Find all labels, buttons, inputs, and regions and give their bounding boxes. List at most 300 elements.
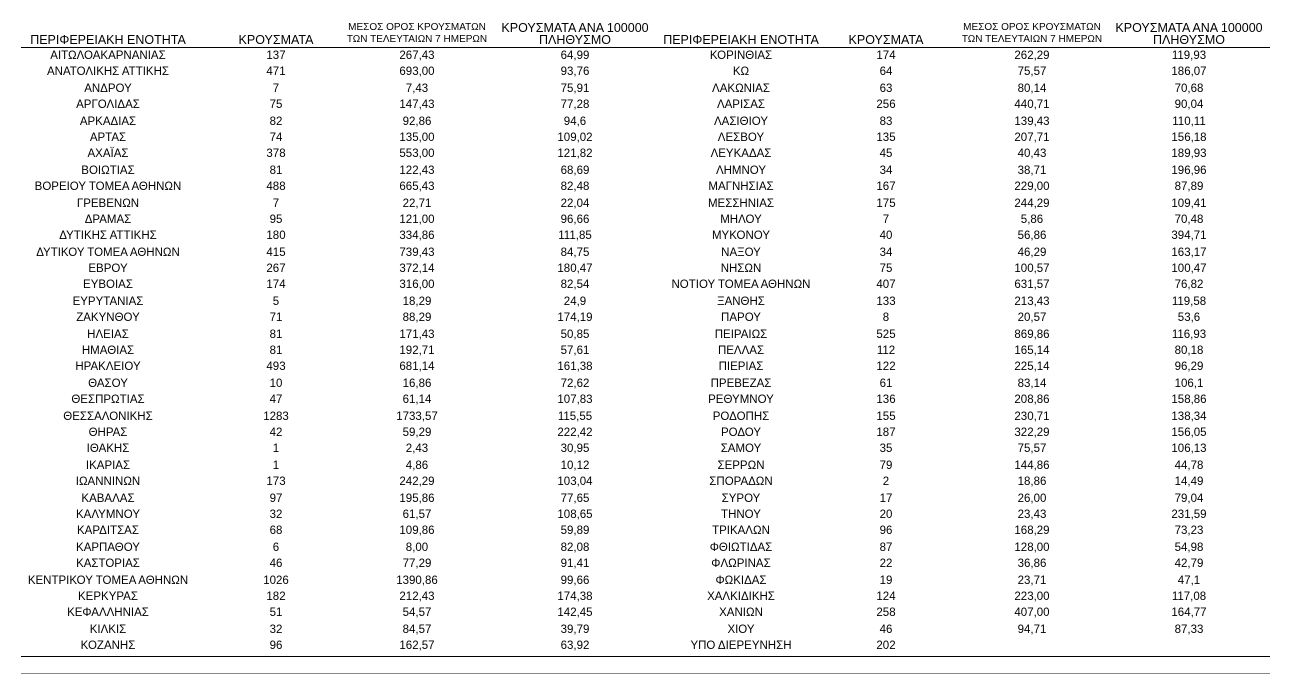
- cell-left-avg7: 109,86: [399, 525, 435, 538]
- cell-left-region: ΗΛΕΙΑΣ: [87, 328, 129, 341]
- cell-right-avg7: 75,57: [1017, 443, 1047, 456]
- cell-left-per100k: 82,08: [560, 541, 590, 554]
- cell-right-cases: 75: [879, 263, 893, 276]
- cell-right-region: ΤΗΝΟΥ: [721, 508, 761, 521]
- cell-left-avg7: 8,00: [405, 541, 429, 554]
- header-avg7-right: ΜΕΣΟΣ ΟΡΟΣ ΚΡΟΥΣΜΑΤΩΝ ΤΩΝ ΤΕΛΕΥΤΑΙΩΝ 7 ΗΜΕΡΩΝ: [961, 22, 1103, 45]
- cell-left-avg7: 7,43: [405, 82, 429, 95]
- cell-left-avg7: 77,29: [402, 558, 432, 571]
- cell-left-per100k: 121,82: [557, 148, 593, 161]
- cell-left-avg7: 1390,86: [396, 574, 438, 587]
- table-row: [21, 622, 1270, 638]
- cell-left-avg7: 212,43: [399, 590, 435, 603]
- cell-right-cases: 136: [876, 394, 896, 407]
- cell-left-avg7: 22,71: [402, 197, 432, 210]
- cell-right-region: ΛΕΥΚΑΔΑΣ: [710, 148, 772, 161]
- cell-right-cases: 112: [876, 345, 896, 358]
- cell-right-region: ΝΑΞΟΥ: [721, 246, 761, 259]
- cell-right-region: ΛΑΡΙΣΑΣ: [716, 99, 766, 112]
- table-row: [21, 392, 1270, 408]
- cell-left-region: ΘΑΣΟΥ: [88, 377, 128, 390]
- cell-right-cases: 525: [876, 328, 896, 341]
- cell-left-per100k: 30,95: [560, 443, 590, 456]
- cell-left-region: ΘΕΣΣΑΛΟΝΙΚΗΣ: [63, 410, 153, 423]
- table-row: [21, 540, 1270, 556]
- cell-left-avg7: 18,29: [402, 295, 432, 308]
- cell-left-per100k: 107,83: [557, 394, 593, 407]
- table-row: [21, 294, 1270, 310]
- cell-left-cases: 267: [266, 263, 286, 276]
- cell-right-avg7: 225,14: [1014, 361, 1050, 374]
- cell-right-cases: 63: [879, 82, 893, 95]
- cell-right-avg7: 208,86: [1014, 394, 1050, 407]
- cell-right-per100k: 156,18: [1171, 131, 1207, 144]
- cell-right-avg7: 631,57: [1014, 279, 1050, 292]
- cell-right-region: ΧΑΝΙΩΝ: [719, 607, 763, 620]
- cell-right-avg7: 139,43: [1014, 115, 1050, 128]
- table-row: [21, 441, 1270, 457]
- cell-left-region: ΑΡΤΑΣ: [89, 131, 127, 144]
- table-row: [21, 458, 1270, 474]
- cell-right-per100k: 53,6: [1177, 312, 1201, 325]
- cell-right-region: ΦΘΙΩΤΙΔΑΣ: [709, 541, 773, 554]
- cell-left-region: ΚΟΖΑΝΗΣ: [80, 640, 136, 653]
- cell-right-per100k: 158,86: [1171, 394, 1207, 407]
- cell-right-per100k: 231,59: [1171, 508, 1207, 521]
- header-avg7: ΜΕΣΟΣ ΟΡΟΣ ΚΡΟΥΣΜΑΤΩΝ ΤΩΝ ΤΕΛΕΥΤΑΙΩΝ 7 ΗΜΕΡΩΝ: [346, 22, 488, 45]
- cell-right-per100k: 394,71: [1171, 230, 1207, 243]
- cell-right-per100k: 42,79: [1174, 558, 1204, 571]
- cell-left-cases: 378: [266, 148, 286, 161]
- cell-left-cases: 81: [269, 345, 283, 358]
- cell-left-per100k: 161,38: [557, 361, 593, 374]
- cell-left-cases: 74: [269, 131, 283, 144]
- cell-left-per100k: 64,99: [560, 50, 590, 62]
- table-row: [21, 638, 1270, 654]
- cell-left-region: ΖΑΚΥΝΘΟΥ: [76, 312, 140, 325]
- cell-left-avg7: 16,86: [402, 377, 432, 390]
- cell-right-avg7: 40,43: [1017, 148, 1047, 161]
- cell-right-region: ΣΕΡΡΩΝ: [717, 459, 765, 472]
- cell-left-per100k: 63,92: [560, 640, 590, 653]
- cell-left-avg7: 59,29: [402, 426, 432, 439]
- cell-left-avg7: 162,57: [399, 640, 435, 653]
- cell-left-region: ΗΜΑΘΙΑΣ: [81, 345, 135, 358]
- cell-left-cases: 415: [266, 246, 286, 259]
- cell-left-region: ΑΝΑΤΟΛΙΚΗΣ ΑΤΤΙΚΗΣ: [46, 66, 169, 79]
- cell-right-per100k: 116,93: [1171, 328, 1207, 341]
- cell-right-avg7: 165,14: [1014, 345, 1050, 358]
- table-bottom-rule: [21, 656, 1270, 657]
- cell-left-per100k: 180,47: [557, 263, 593, 276]
- cell-right-region: ΥΠΟ ΔΙΕΡΕΥΝΗΣΗ: [690, 640, 792, 653]
- cell-left-per100k: 99,66: [560, 574, 590, 587]
- cell-left-region: ΔΥΤΙΚΟΥ ΤΟΜΕΑ ΑΘΗΝΩΝ: [36, 246, 180, 259]
- cell-right-region: ΜΑΓΝΗΣΙΑΣ: [708, 181, 774, 194]
- cell-right-region: ΠΕΛΛΑΣ: [717, 345, 765, 358]
- cell-right-per100k: 87,89: [1174, 181, 1204, 194]
- cell-left-avg7: 334,86: [399, 230, 435, 243]
- table-row: [21, 523, 1270, 539]
- cell-right-avg7: 80,14: [1017, 82, 1047, 95]
- cell-right-region: ΞΑΝΘΗΣ: [717, 295, 765, 308]
- cell-left-per100k: 77,28: [560, 99, 590, 112]
- cell-right-per100k: 90,04: [1174, 99, 1204, 112]
- cell-right-per100k: 47,1: [1177, 574, 1201, 587]
- cell-right-avg7: 244,29: [1014, 197, 1050, 210]
- cell-right-avg7: 94,71: [1017, 623, 1047, 636]
- cell-left-avg7: 681,14: [399, 361, 435, 374]
- cell-left-region: ΑΙΤΩΛΟΑΚΑΡΝΑΝΙΑΣ: [50, 50, 166, 62]
- header-per100k: ΚΡΟΥΣΜΑΤΑ ΑΝΑ 100000 ΠΛΗΘΥΣΜΟ: [501, 21, 649, 47]
- cell-right-per100k: 76,82: [1174, 279, 1204, 292]
- cell-left-cases: 81: [269, 328, 283, 341]
- cell-right-region: ΡΕΘΥΜΝΟΥ: [708, 394, 774, 407]
- cell-left-cases: 42: [269, 426, 283, 439]
- table-row: [21, 48, 1270, 64]
- cell-right-avg7: 440,71: [1014, 99, 1050, 112]
- cell-left-cases: 173: [266, 476, 286, 489]
- cell-left-per100k: 96,66: [560, 213, 590, 226]
- table-row: [21, 573, 1270, 589]
- cell-right-avg7: 23,71: [1017, 574, 1047, 587]
- cell-left-cases: 137: [266, 50, 286, 62]
- cell-right-cases: 174: [876, 50, 896, 62]
- cell-right-per100k: 156,05: [1171, 426, 1207, 439]
- cell-right-cases: 40: [879, 230, 893, 243]
- cell-left-cases: 32: [269, 623, 283, 636]
- cell-right-cases: 167: [876, 181, 896, 194]
- cell-left-avg7: 316,00: [399, 279, 435, 292]
- cell-right-region: ΜΕΣΣΗΝΙΑΣ: [707, 197, 775, 210]
- cell-right-avg7: 83,14: [1017, 377, 1047, 390]
- cell-left-cases: 75: [269, 99, 283, 112]
- cell-left-avg7: 121,00: [399, 213, 435, 226]
- cell-left-region: ΑΧΑΪΑΣ: [87, 148, 129, 161]
- cell-right-avg7: 213,43: [1014, 295, 1050, 308]
- cell-left-avg7: 147,43: [399, 99, 435, 112]
- cell-left-cases: 68: [269, 525, 283, 538]
- cell-left-region: ΒΟΡΕΙΟΥ ΤΟΜΕΑ ΑΘΗΝΩΝ: [34, 181, 182, 194]
- table-row: [21, 114, 1270, 130]
- cell-left-region: ΕΥΒΟΙΑΣ: [83, 279, 133, 292]
- cell-left-region: ΕΒΡΟΥ: [88, 263, 128, 276]
- cell-right-cases: 34: [879, 246, 893, 259]
- cell-right-cases: 45: [879, 148, 893, 161]
- table-row: [21, 556, 1270, 572]
- cell-left-region: ΑΡΚΑΔΙΑΣ: [79, 115, 137, 128]
- cell-right-per100k: 44,78: [1174, 459, 1204, 472]
- cell-left-region: ΘΕΣΠΡΩΤΙΑΣ: [71, 394, 145, 407]
- cell-right-per100k: 80,18: [1174, 345, 1204, 358]
- cell-left-avg7: 242,29: [399, 476, 435, 489]
- cell-left-cases: 95: [269, 213, 283, 226]
- table-row: [21, 605, 1270, 621]
- table-row: [21, 376, 1270, 392]
- cell-right-per100k: 14,49: [1174, 476, 1204, 489]
- cell-left-region: ΚΕΡΚΥΡΑΣ: [78, 590, 138, 603]
- cell-left-cases: 471: [266, 66, 286, 79]
- cell-left-cases: 1: [272, 459, 280, 472]
- header-per100k-right: ΚΡΟΥΣΜΑΤΑ ΑΝΑ 100000 ΠΛΗΘΥΣΜΟ: [1115, 21, 1263, 47]
- cell-right-per100k: 189,93: [1171, 148, 1207, 161]
- cell-right-per100k: 106,13: [1171, 443, 1207, 456]
- header-cases-right: ΚΡΟΥΣΜΑΤΑ: [848, 33, 924, 47]
- cell-right-cases: 46: [879, 623, 893, 636]
- cell-right-cases: 19: [879, 574, 893, 587]
- cell-right-region: ΡΟΔΟΥ: [720, 426, 762, 439]
- cell-left-avg7: 693,00: [399, 66, 435, 79]
- cell-right-per100k: 119,93: [1171, 50, 1207, 62]
- cell-right-region: ΦΛΩΡΙΝΑΣ: [711, 558, 771, 571]
- table-row: [21, 196, 1270, 212]
- cell-right-region: ΝΟΤΙΟΥ ΤΟΜΕΑ ΑΘΗΝΩΝ: [671, 279, 811, 292]
- cell-left-region: ΗΡΑΚΛΕΙΟΥ: [75, 361, 141, 374]
- cell-right-per100k: 73,23: [1174, 525, 1204, 538]
- cell-right-avg7: 322,29: [1014, 426, 1050, 439]
- table-row: [21, 310, 1270, 326]
- cell-left-region: ΚΑΣΤΟΡΙΑΣ: [76, 558, 140, 571]
- cell-left-region: ΙΚΑΡΙΑΣ: [85, 459, 131, 472]
- cell-right-per100k: 138,34: [1171, 410, 1207, 423]
- cell-left-avg7: 92,86: [402, 115, 432, 128]
- cell-left-avg7: 739,43: [399, 246, 435, 259]
- cell-right-cases: 61: [879, 377, 893, 390]
- cell-left-cases: 1283: [263, 410, 289, 423]
- cell-right-region: ΧΑΛΚΙΔΙΚΗΣ: [707, 590, 775, 603]
- cell-right-region: ΠΑΡΟΥ: [721, 312, 761, 325]
- cell-left-region: ΑΡΓΟΛΙΔΑΣ: [76, 99, 140, 112]
- cell-left-cases: 1026: [263, 574, 289, 587]
- cell-left-avg7: 267,43: [399, 50, 435, 62]
- cell-right-avg7: 26,00: [1017, 492, 1047, 505]
- cell-right-avg7: 75,57: [1017, 66, 1047, 79]
- cell-right-per100k: 96,29: [1174, 361, 1204, 374]
- cell-left-cases: 82: [269, 115, 283, 128]
- cell-left-cases: 47: [269, 394, 283, 407]
- cell-right-avg7: 20,57: [1017, 312, 1047, 325]
- cell-right-region: ΛΗΜΝΟΥ: [715, 164, 767, 177]
- cell-right-region: ΣΑΜΟΥ: [720, 443, 762, 456]
- cell-left-per100k: 22,04: [560, 197, 590, 210]
- cell-left-per100k: 111,85: [558, 230, 592, 243]
- cell-right-cases: 35: [879, 443, 893, 456]
- table-row: [21, 474, 1270, 490]
- cell-left-avg7: 61,14: [402, 394, 432, 407]
- cell-left-region: ΙΘΑΚΗΣ: [86, 443, 130, 456]
- cell-right-cases: 79: [879, 459, 893, 472]
- cell-left-per100k: 84,75: [560, 246, 590, 259]
- cell-left-cases: 493: [266, 361, 286, 374]
- cell-left-per100k: 39,79: [560, 623, 590, 636]
- cell-left-cases: 71: [269, 312, 283, 325]
- cell-right-avg7: 23,43: [1017, 508, 1047, 521]
- table-row: [21, 179, 1270, 195]
- cell-left-per100k: 68,69: [560, 164, 590, 177]
- cell-right-region: ΚΟΡΙΝΘΙΑΣ: [709, 50, 773, 62]
- cell-right-avg7: 128,00: [1014, 541, 1050, 554]
- cell-left-per100k: 94,6: [563, 115, 587, 128]
- cell-right-region: ΠΕΙΡΑΙΩΣ: [714, 328, 768, 341]
- table-row: [21, 261, 1270, 277]
- cell-left-per100k: 115,55: [557, 410, 593, 423]
- cell-right-per100k: 70,48: [1174, 213, 1204, 226]
- cell-left-cases: 5: [272, 295, 280, 308]
- cell-left-cases: 96: [269, 640, 283, 653]
- table-row: [21, 130, 1270, 146]
- cell-left-region: ΚΑΡΠΑΘΟΥ: [76, 541, 140, 554]
- cell-left-per100k: 91,41: [560, 558, 590, 571]
- cell-left-region: ΕΥΡΥΤΑΝΙΑΣ: [72, 295, 144, 308]
- cell-left-cases: 51: [269, 607, 283, 620]
- cell-left-per100k: 72,62: [560, 377, 590, 390]
- table-row: [21, 64, 1270, 80]
- cell-left-avg7: 4,86: [405, 459, 429, 472]
- cell-right-region: ΛΕΣΒΟΥ: [717, 131, 765, 144]
- cell-right-cases: 64: [879, 66, 893, 79]
- cell-right-per100k: 117,08: [1171, 590, 1207, 603]
- cell-right-cases: 8: [882, 312, 890, 325]
- cell-right-avg7: 144,86: [1014, 459, 1050, 472]
- cell-right-cases: 20: [879, 508, 893, 521]
- cell-left-cases: 6: [272, 541, 280, 554]
- table-row: [21, 589, 1270, 605]
- cell-left-region: ΓΡΕΒΕΝΩΝ: [76, 197, 140, 210]
- cell-right-cases: 17: [879, 492, 893, 505]
- cell-left-cases: 97: [269, 492, 283, 505]
- cell-left-region: ΚΕΝΤΡΙΚΟΥ ΤΟΜΕΑ ΑΘΗΝΩΝ: [27, 574, 189, 587]
- cell-right-region: ΣΥΡΟΥ: [721, 492, 761, 505]
- cell-left-per100k: 50,85: [560, 328, 590, 341]
- cell-right-avg7: 869,86: [1014, 328, 1050, 341]
- cell-right-avg7: 5,86: [1020, 213, 1044, 226]
- cell-left-cases: 1: [272, 443, 280, 456]
- cell-right-avg7: 36,86: [1017, 558, 1047, 571]
- cell-left-region: ΚΑΒΑΛΑΣ: [81, 492, 135, 505]
- cell-left-cases: 7: [272, 82, 280, 95]
- cell-right-per100k: 119,58: [1171, 295, 1207, 308]
- table-row: [21, 97, 1270, 113]
- table-row: [21, 327, 1270, 343]
- cell-left-avg7: 1733,57: [396, 410, 438, 423]
- cell-left-avg7: 171,43: [399, 328, 435, 341]
- cell-left-cases: 32: [269, 508, 283, 521]
- cell-right-cases: 124: [876, 590, 896, 603]
- cell-right-region: ΠΡΕΒΕΖΑΣ: [710, 377, 772, 390]
- table-row: [21, 212, 1270, 228]
- cell-right-region: ΛΑΚΩΝΙΑΣ: [712, 82, 770, 95]
- cell-left-cases: 174: [266, 279, 286, 292]
- table-row: [21, 163, 1270, 179]
- page-footer-rule: [21, 673, 1270, 674]
- cell-left-region: ΚΑΡΔΙΤΣΑΣ: [77, 525, 139, 538]
- table-row: [21, 245, 1270, 261]
- table-row: [21, 507, 1270, 523]
- cell-right-cases: 407: [876, 279, 896, 292]
- cell-left-per100k: 24,9: [563, 295, 587, 308]
- table-row: [21, 425, 1270, 441]
- cell-right-cases: 34: [879, 164, 893, 177]
- cell-left-avg7: 2,43: [405, 443, 429, 456]
- table-row: [21, 359, 1270, 375]
- cell-right-cases: 83: [879, 115, 893, 128]
- cell-left-avg7: 84,57: [402, 623, 432, 636]
- cell-right-per100k: 164,77: [1171, 607, 1207, 620]
- table-body: [21, 48, 1270, 654]
- cell-left-region: ΒΟΙΩΤΙΑΣ: [81, 164, 135, 177]
- cell-left-avg7: 54,57: [402, 607, 432, 620]
- cell-right-avg7: 56,86: [1017, 230, 1047, 243]
- cell-left-per100k: 109,02: [557, 131, 593, 144]
- cell-left-per100k: 59,89: [560, 525, 590, 538]
- cell-right-cases: 187: [876, 426, 896, 439]
- cell-left-avg7: 88,29: [402, 312, 432, 325]
- cell-left-per100k: 77,65: [560, 492, 590, 505]
- table-row: [21, 343, 1270, 359]
- cell-right-per100k: 106,1: [1174, 377, 1204, 390]
- cell-right-avg7: 407,00: [1014, 607, 1050, 620]
- cell-right-cases: 175: [876, 197, 896, 210]
- cell-right-per100k: 186,07: [1171, 66, 1207, 79]
- table-row: [21, 491, 1270, 507]
- cell-right-cases: 258: [876, 607, 896, 620]
- cell-right-avg7: 229,00: [1014, 181, 1050, 194]
- cell-right-region: ΧΙΟΥ: [727, 623, 755, 636]
- cell-right-region: ΜΗΛΟΥ: [720, 213, 762, 226]
- cell-left-region: ΚΕΦΑΛΛΗΝΙΑΣ: [67, 607, 149, 620]
- cell-left-per100k: 142,45: [557, 607, 593, 620]
- header-region: ΠΕΡΙΦΕΡΕΙΑΚΗ ΕΝΟΤΗΤΑ: [30, 33, 186, 47]
- cell-right-avg7: 230,71: [1014, 410, 1050, 423]
- cell-right-avg7: 18,86: [1017, 476, 1047, 489]
- cell-left-region: ΔΥΤΙΚΗΣ ΑΤΤΙΚΗΣ: [59, 230, 157, 243]
- cell-right-avg7: 38,71: [1017, 164, 1047, 177]
- cell-left-cases: 180: [266, 230, 286, 243]
- cell-right-cases: 2: [882, 476, 890, 489]
- cell-right-per100k: 100,47: [1171, 263, 1207, 276]
- cell-right-cases: 122: [876, 361, 896, 374]
- cell-left-per100k: 57,61: [560, 345, 590, 358]
- cell-right-region: ΚΩ: [732, 66, 750, 79]
- cell-right-cases: 202: [876, 640, 896, 653]
- cell-right-region: ΛΑΣΙΘΙΟΥ: [713, 115, 769, 128]
- cell-right-per100k: 109,41: [1171, 197, 1207, 210]
- cell-left-per100k: 82,48: [560, 181, 590, 194]
- cell-right-region: ΤΡΙΚΑΛΩΝ: [712, 525, 770, 538]
- cell-left-cases: 10: [269, 377, 283, 390]
- cell-right-per100k: 54,98: [1174, 541, 1204, 554]
- cell-right-avg7: 223,00: [1014, 590, 1050, 603]
- table-row: [21, 228, 1270, 244]
- cell-right-avg7: 100,57: [1014, 263, 1050, 276]
- cell-left-cases: 7: [272, 197, 280, 210]
- cases-table: [21, 17, 1270, 654]
- cell-left-per100k: 93,76: [560, 66, 590, 79]
- cell-left-per100k: 222,42: [557, 426, 593, 439]
- cell-right-region: ΠΙΕΡΙΑΣ: [718, 361, 764, 374]
- table-row: [21, 277, 1270, 293]
- cell-right-per100k: 163,17: [1171, 246, 1207, 259]
- cell-left-per100k: 10,12: [560, 459, 590, 472]
- cell-right-cases: 256: [876, 99, 896, 112]
- cell-right-avg7: 168,29: [1014, 525, 1050, 538]
- cell-right-per100k: 70,68: [1174, 82, 1204, 95]
- cell-left-per100k: 103,04: [557, 476, 593, 489]
- cell-left-cases: 46: [269, 558, 283, 571]
- cell-right-region: ΜΥΚΟΝΟΥ: [711, 230, 771, 243]
- cell-left-region: ΙΩΑΝΝΙΝΩΝ: [75, 476, 141, 489]
- table-row: [21, 409, 1270, 425]
